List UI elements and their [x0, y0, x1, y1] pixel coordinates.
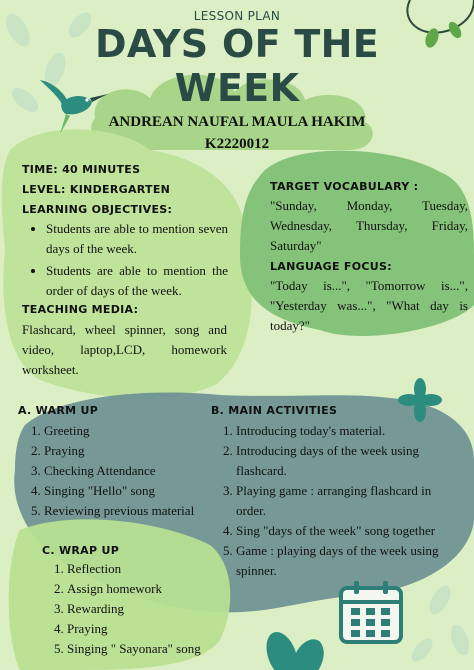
- main-activity-item: 1. Introducing today's material.: [236, 421, 464, 441]
- main-activity-item: 5. Game : playing days of the week using spinner.: [236, 541, 464, 581]
- target-vocabulary-text: "Sunday, Monday, Tuesday, Wednesday, Thursday, Friday, Saturday": [270, 198, 468, 253]
- objective-item: • Students are able to mention the order of days of the week.: [46, 261, 228, 301]
- wrap-up-item: 2. Assign homework: [67, 579, 237, 599]
- wrap-up-item: 1. Reflection: [67, 559, 237, 579]
- teaching-media-heading: TEACHING MEDIA:: [22, 303, 139, 316]
- warm-up-heading: A. WARM UP: [18, 404, 99, 417]
- page-title-line1: DAYS OF THE: [95, 22, 379, 66]
- teaching-media-text: Flashcard, wheel spinner, song and video, laptop,LCD, homework worksheet.: [22, 322, 227, 377]
- lesson-plan-kicker: LESSON PLAN: [193, 9, 281, 23]
- target-vocabulary-heading: TARGET VOCABULARY :: [270, 180, 419, 193]
- wrap-up-item: 5. Singing " Sayonara" song: [67, 639, 237, 659]
- wrap-up-item: 4. Praying: [67, 619, 237, 639]
- objective-item: • Students are able to mention seven days of the week.: [46, 219, 228, 259]
- time-label: TIME: 40 MINUTES: [22, 163, 141, 176]
- objectives-list: [46, 219, 228, 301]
- warm-up-item: 5. Reviewing previous material: [44, 501, 219, 521]
- warm-up-item: 2. Praying: [44, 441, 219, 461]
- language-focus-heading: LANGUAGE FOCUS:: [270, 260, 392, 273]
- main-activity-item: 2. Introducing days of the week using flashcard.: [236, 441, 464, 481]
- calendar-icon: [338, 580, 404, 646]
- author-name: ANDREAN NAUFAL MAULA HAKIM: [108, 114, 366, 130]
- main-activities-heading: B. MAIN ACTIVITIES: [211, 404, 338, 417]
- student-id: K2220012: [204, 136, 270, 152]
- level-label: LEVEL: KINDERGARTEN: [22, 183, 171, 196]
- language-focus-text: "Today is...", "Tomorrow is...", "Yesterday was...", "What day is today?": [270, 278, 468, 333]
- warm-up-list: [44, 421, 219, 521]
- warm-up-item: 1. Greeting: [44, 421, 219, 441]
- main-activity-item: 3. Playing game : arranging flashcard in order.: [236, 481, 464, 521]
- page-title-line2: WEEK: [174, 66, 300, 110]
- main-activities-list: [236, 421, 464, 581]
- wrap-up-list: [67, 559, 237, 659]
- objectives-heading: LEARNING OBJECTIVES:: [22, 203, 173, 216]
- warm-up-item: 4. Singing "Hello" song: [44, 481, 219, 501]
- warm-up-item: 3. Checking Attendance: [44, 461, 219, 481]
- main-activity-item: 4. Sing "days of the week" song together: [236, 521, 464, 541]
- wrap-up-item: 3. Rewarding: [67, 599, 237, 619]
- wrap-up-heading: C. WRAP UP: [42, 544, 120, 557]
